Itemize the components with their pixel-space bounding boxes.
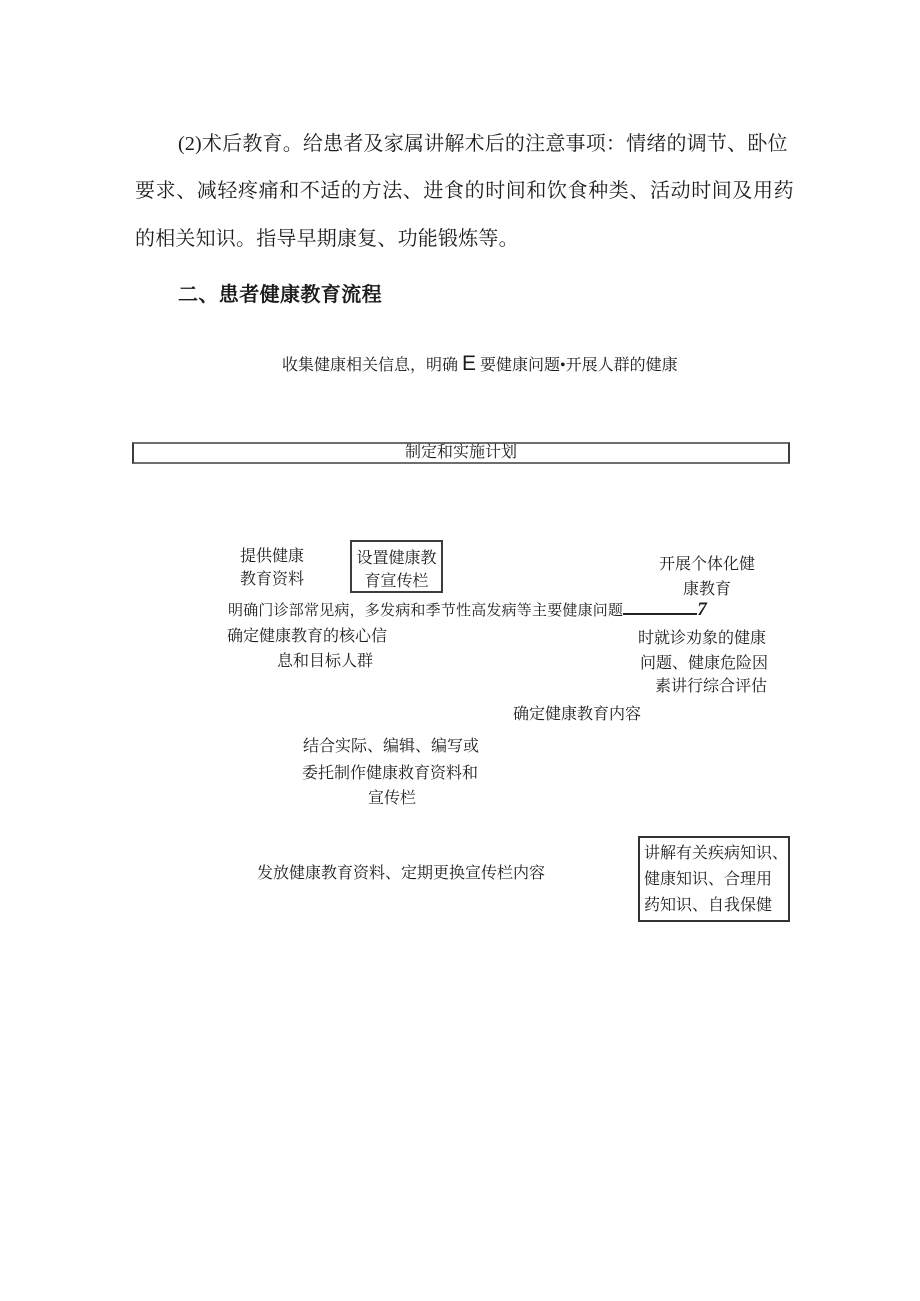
flow-step-provide-materials-line-1: 提供健康 xyxy=(240,548,305,565)
bulletin-box-line-2: 育宣传栏 xyxy=(364,573,429,590)
explain-box-line-1: 讲解有关疾病知识、 xyxy=(644,845,789,862)
flow-box-plan xyxy=(132,442,790,464)
explain-box-line-2: 健康知识、合理用 xyxy=(644,871,773,888)
flow-step-collect-info xyxy=(282,352,678,375)
flow-step-core-info-line-2: 息和目标人群 xyxy=(277,653,374,670)
paragraph-line-1: (2)术后教育。给患者及家属讲解术后的注意事项：情绪的调节、卧位 xyxy=(178,133,788,155)
flow-step-compile-line-3: 宣传栏 xyxy=(368,790,417,807)
flow-step-compile-line-2: 委托制作健康救育资料和 xyxy=(302,765,479,782)
flow-step-distribute: 发放健康教育资料、定期更换宣传栏内容 xyxy=(257,865,546,882)
identify-problems-text: 明确门诊部常见病，多发病和季节性高发病等主要健康问题 xyxy=(228,603,624,619)
section-heading: 二、患者健康教育流程 xyxy=(178,284,382,306)
flow-step-assessment-line-1: 时就诊劝象的健康 xyxy=(638,630,767,647)
bulletin-box-line-1: 设置健康教 xyxy=(356,550,437,567)
collect-info-prefix: 收集健康相关信息，明确 xyxy=(282,357,459,374)
blank-underline xyxy=(623,602,697,615)
paragraph-line-3: 的相关知识。指导早期康复、功能锻炼等。 xyxy=(135,228,519,250)
flow-step-assessment-line-3: 素讲行综合评估 xyxy=(655,678,768,695)
flow-step-assessment-line-2: 问题、健康危险因 xyxy=(640,655,769,672)
flow-step-identify-problems xyxy=(228,601,707,620)
individual-education-line-2: 康教育 xyxy=(682,581,731,598)
flow-step-individual-education xyxy=(637,552,777,602)
explain-box-line-3: 药知识、自我保健 xyxy=(644,897,773,914)
flow-step-provide-materials-line-2: 教育资料 xyxy=(240,571,305,588)
flow-step-determine-content: 确定健康教育内容 xyxy=(513,706,642,723)
paragraph-line-2: 要求、减轻疼痛和不适的方法、进食的时间和饮食种类、活动时间及用药 xyxy=(135,180,795,202)
individual-education-line-1: 开展个体化健 xyxy=(658,556,755,573)
flow-box-explain xyxy=(638,836,790,922)
identify-problems-suffix: 7 xyxy=(697,599,707,620)
plan-box-label: 制定和实施计划 xyxy=(404,444,517,461)
flow-step-core-info-line-1: 确定健康教育的核心信 xyxy=(227,628,388,645)
collect-info-letter: E xyxy=(462,352,477,375)
collect-info-suffix: 要健康问题•开展人群的健康 xyxy=(480,357,678,374)
flow-box-bulletin xyxy=(350,540,443,593)
flow-step-compile-line-1: 结合实际、编辑、编写或 xyxy=(303,738,480,755)
